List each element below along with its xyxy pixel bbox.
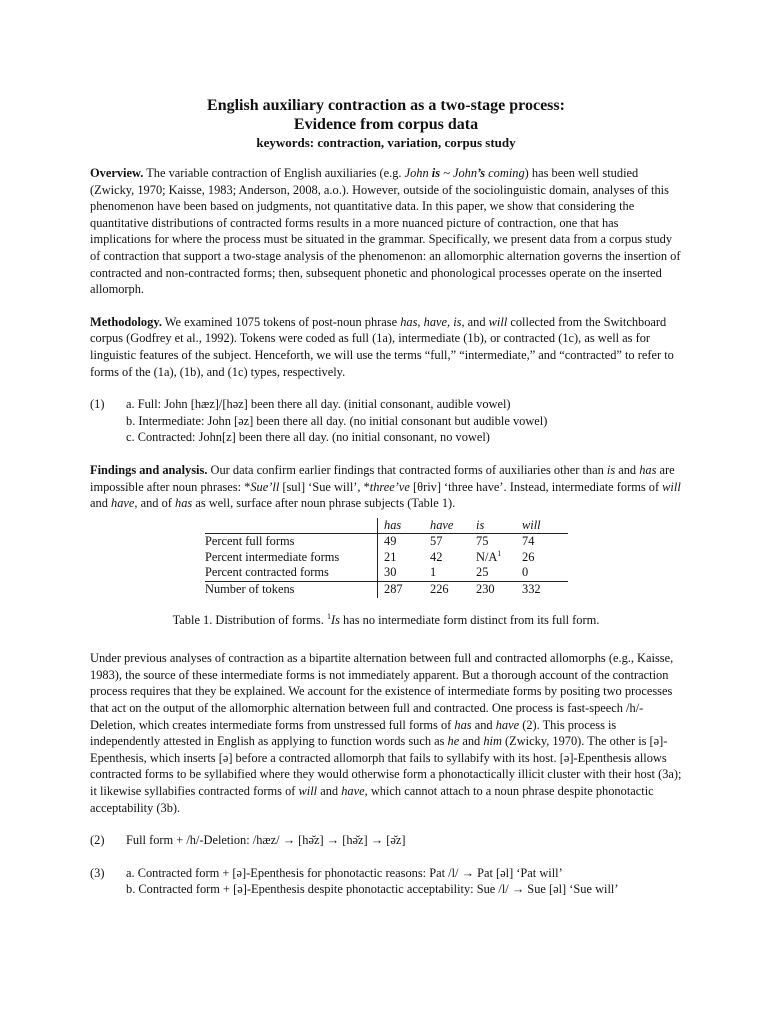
table-cell-text: N/A [476,549,498,564]
text-run: and [615,462,640,477]
findings-paragraph [90,462,682,512]
column-header: has [378,518,431,534]
row-label: Percent contracted forms [205,565,378,581]
emphasis: have [111,496,135,511]
text-run: The variable contraction of English auxiliaries (e.g. [143,166,405,180]
text-run: (Zwicky, 1970). The other is [ə]-Epenthesis, which inserts [ə] before a contracted allomorph that fails to syllabify with its host. [ə]-Epenthesis allows contracted forms to be syllabified where they would otherwise form a phonotactically illicit cluster with their host (3a); it likewise syllabifies contracted forms of [90,734,682,798]
example-number: (2) [90,833,105,848]
caption-footnote-mark: 1 [326,611,331,621]
table-cell: 332 [522,582,541,597]
text-run: , and [461,314,489,329]
text-run: are impossible after noun phrases: * [90,462,675,494]
emphasis: him [483,734,502,749]
example-3a: a. Contracted form + [ə]-Epenthesis for phonotactic reasons: Pat /l/ → Pat [əl] ‘Pat will’ [126,865,563,880]
text-run: [θriv] ‘three have’. Instead, intermediate forms of [409,479,663,494]
text-run: collected from the Switchboard corpus (Godfrey et al., 1992). Tokens were coded as full (1a), intermediate (1b), or contracted (1c), as well as for linguistic features of the subject. Henceforth, we will use the terms “full,” “intermediate,” and “contracted” to refer to forms of the (1a), (1b), and (1c) types, respectively. [90,314,674,379]
table-cell: 0 [522,565,568,581]
table-corner [205,518,378,534]
table-caption [90,612,682,629]
emphasis: is [606,462,616,477]
text-run: and [471,717,496,732]
table-cell: 74 [522,534,535,549]
methodology-paragraph [90,314,682,380]
caption-text: has no intermediate form distinct from its full form. [339,612,600,627]
findings-heading: Findings and analysis. [90,462,208,477]
text-run: , and of [134,496,175,511]
text-run: and [90,496,111,511]
emphasis: has [454,717,472,732]
text-run: We examined 1075 tokens of post-noun phrase [161,314,401,329]
emphasis: will [488,314,508,329]
example-bold: is [431,166,441,180]
table-cell: 49 [378,534,431,550]
table-cell: 226 [430,582,449,597]
text-run: which cannot attach to a noun phrase despite phonotactic acceptability (3b). [90,784,654,815]
example-number: (3) [90,865,105,880]
row-label: Percent intermediate forms [205,549,340,564]
example-1c: c. Contracted: John[z] been there all day. (no initial consonant, no vowel) [126,430,490,445]
example-2 [90,832,682,849]
table-cell: 26 [522,549,535,564]
title-line-2: Evidence from corpus data [293,116,479,133]
example-italic: John [404,166,432,180]
emphasis: will [298,784,318,798]
text-run: [sul] ‘Sue will’, * [279,479,370,494]
example-bold: ’s [477,166,486,180]
example-3 [90,865,682,898]
table-header-row [205,518,568,534]
table-cell: 21 [378,550,431,566]
example-1 [90,396,682,446]
paper-title [90,96,682,134]
text-run: and [317,784,342,798]
text-run: as well, surface after noun phrase subjects (Table 1). [192,496,456,511]
table-cell: 30 [378,565,431,581]
text-run: ) has been well studied (Zwicky, 1970; Kaisse, 1983; Anderson, 2008, a.o.). However, outside of the sociolinguistic domain, analyses of this phenomenon have been based on judgments, not quantitative data. In this paper, we show that considering the quantitative distributions of contracted forms results in a more nuanced picture of contraction, one that has implications for where the process must be situated in the grammar. Specifically, we present data from a corpus study of contraction that support a two-stage analysis of the phenomenon: an allomorphic alternation governs the insertion of contracted and non-contracted forms; then, subsequent phonetic and phonological processes operate on the inserted allomorph. [90,166,681,297]
emphasis: three’ve [369,479,410,494]
emphasis: Sue’ll [250,479,280,494]
text-run: Under previous analyses of contraction as a bipartite alternation between full and contracted allomorphs (e.g., Kaisse, 1983), the source of these intermediate forms is not immediately apparent. But a thorough account of the contraction process requires that they be explained. We account for the existence of intermediate forms by positing two processes that act on the output of the allomorphic alternation between full and contracted. One process is fast-speech /h/-Deletion, which creates intermediate forms from unstressed full forms of [90,651,674,732]
emphasis: have, [341,784,368,798]
example-3b: b. Contracted form + [ə]-Epenthesis despite phonotactic acceptability: Sue /l/ → Sue [əl] ‘Sue will’ [126,882,619,897]
overview-paragraph [90,165,682,298]
column-header: have [430,518,476,534]
table-row [205,550,568,566]
keywords: keywords: contraction, variation, corpus study [256,135,516,150]
example-number: (1) [90,397,105,412]
emphasis: he [447,734,460,749]
example-italic: ~ John [440,166,478,180]
overview-heading: Overview. [90,166,144,180]
table-row [205,582,568,598]
emphasis: has, have, is [400,314,462,329]
emphasis: has [175,496,193,511]
table-cell [476,550,522,566]
example-2-text: Full form + /h/-Deletion: /hæz/ → [hə̆z] → [hə̆z] → [ə̆z] [126,833,406,848]
table-cell: 287 [378,582,431,598]
text-run: Our data confirm earlier findings that contracted forms of auxiliaries other than [207,462,607,477]
footnote-mark: 1 [497,548,502,558]
caption-text: Table 1. Distribution of forms. [172,612,327,627]
emphasis: have [495,717,520,732]
row-label: Percent full forms [205,534,295,549]
row-label: Number of tokens [205,582,295,597]
emphasis: will [662,479,681,494]
methodology-heading: Methodology. [90,314,162,329]
table-cell: 75 [476,534,489,549]
distribution-table [205,518,568,598]
example-1a: a. Full: John [hæz]/[həz] been there all day. (initial consonant, audible vowel) [126,397,511,412]
analysis-paragraph [90,650,682,816]
table-cell: 230 [476,582,495,597]
title-line-1: English auxiliary contraction as a two-stage process: [207,97,565,114]
table-cell: 42 [430,549,443,564]
table-row [205,565,568,581]
distribution-table-wrap [205,518,682,598]
example-1b: b. Intermediate: John [əz] been there all day. (no initial consonant but audible vowel) [126,413,548,428]
caption-emphasis: Is [330,612,340,627]
table-row [205,534,568,550]
table-cell: 57 [430,534,443,549]
document-page [90,96,682,914]
column-header: is [476,518,522,534]
table-cell: 1 [430,565,476,581]
example-italic: coming [485,166,525,180]
emphasis: has [639,462,657,477]
table-cell: 25 [476,565,522,581]
text-run: (2). This process is independently attested in English as applying to function words such as [90,717,617,749]
column-header: will [522,518,568,534]
text-run: and [459,734,484,749]
